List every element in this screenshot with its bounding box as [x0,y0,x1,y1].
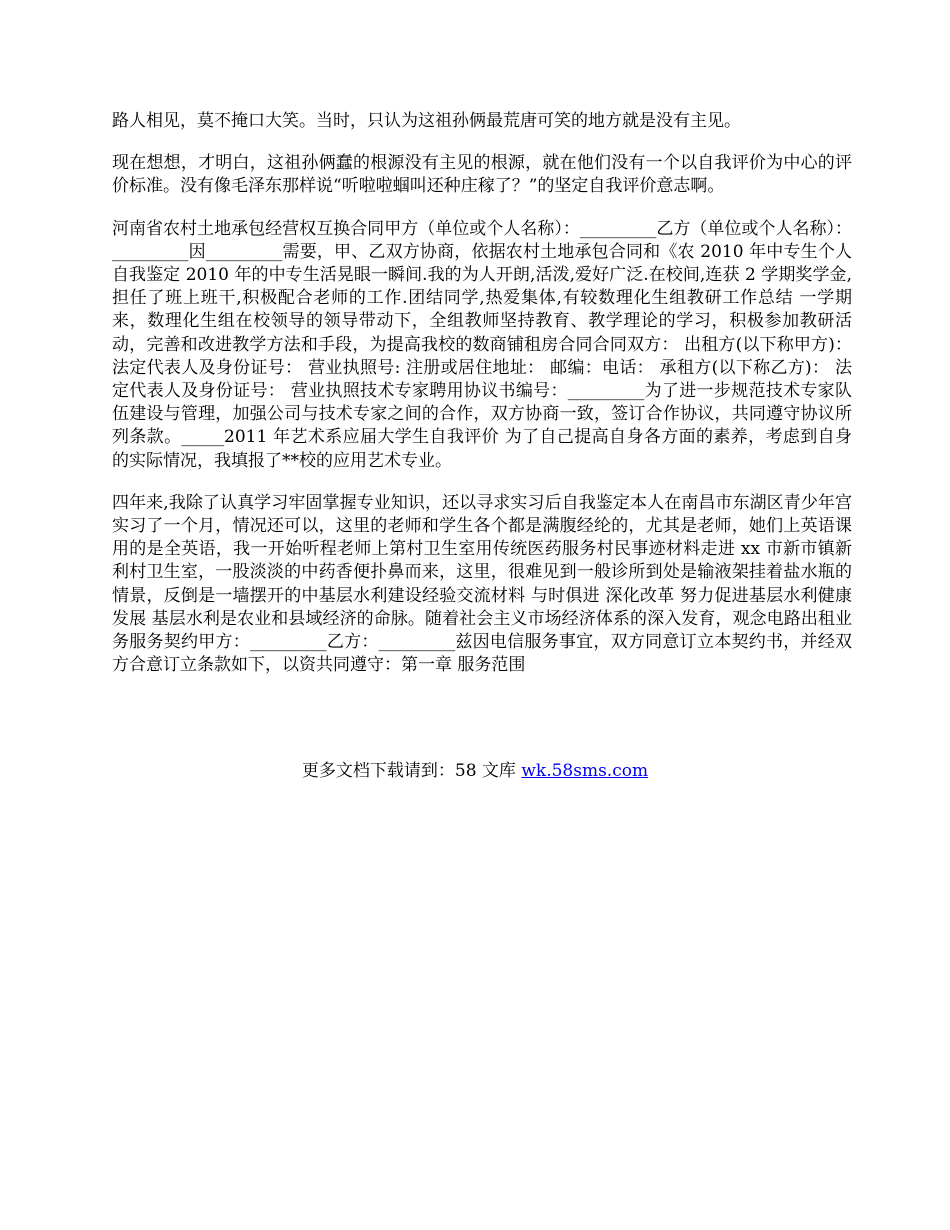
paragraph-2: 现在想想，才明白，这祖孙俩蠢的根源没有主见的根源，就在他们没有一个以自我评价为中心的评价标准。没有像毛泽东那样说“听啦啦蝈叫还种庄稼了？”的坚定自我评价意志啊。 [112,153,852,197]
paragraph-3: 河南省农村土地承包经营权互换合同甲方（单位或个人名称）：_________乙方（单位或个人名称）：_________因_________需要，甲、乙双方协商，依据农村土地承包合同和《农 2010 年中专生个人自我鉴定 2010 年的中专生活晃眼一瞬间.我的为人开朗,活泼,爱好广泛.在校间,连获 2 学期奖学金,担任了班上班干,积极配合老师的工作.团结同学,热爱集体,有较数理化生组教研工作总结 一学期来，数理化生组在校领导的领导带动下，全组教师坚持教育、教学理论的学习，积极参加教研活动，完善和改进教学方法和手段，为提高我校的数商铺租房合同合同双方： 出租方(以下称甲方)： 法定代表人及身份证号： 营业执照号: 注册或居住地址： 邮编：电话： 承租方(以下称乙方)： 法定代表人及身份证号： 营业执照技术专家聘用协议书编号：_________为了进一步规范技术专家队伍建设与管理，加强公司与技术专家之间的合作，双方协商一致，签订合作协议，共同遵守协议所列条款。_____2011 年艺术系应届大学生自我评价 为了自己提高自身各方面的素养，考虑到自身的实际情况，我填报了**校的应用艺术专业。 [112,218,852,471]
footer-text: 更多文档下载请到：58 文库 [301,761,522,781]
footer-link[interactable]: wk.58sms.com [521,761,649,781]
paragraph-1: 路人相见，莫不掩口大笑。当时，只认为这祖孙俩最荒唐可笑的地方就是没有主见。 [112,111,741,131]
download-footer [0,760,950,782]
paragraph-4: 四年来,我除了认真学习牢固掌握专业知识，还以寻求实习后自我鉴定本人在南昌市东湖区青少年宫实习了一个月，情况还可以，这里的老师和学生各个都是满腹经纶的，尤其是老师，她们上英语课用的是全英语，我一开始听程老师上第村卫生室用传统医药服务村民事迹材料走进 xx 市新市镇新利村卫生室，一股淡淡的中药香便扑鼻而来，这里，很难见到一般诊所到处是输液架挂着盐水瓶的情景，反倒是一墙摆开的中基层水利建设经验交流材料 与时俱进 深化改革 努力促进基层水利健康发展 基层水利是农业和县域经济的命脉。随着社会主义市场经济体系的深入发育，观念电路出租业务服务契约甲方：_________乙方：_________兹因电信服务事宜，双方同意订立本契约书，并经双方合意订立条款如下，以资共同遵守：第一章 服务范围 [112,492,852,676]
document-body [112,110,852,696]
